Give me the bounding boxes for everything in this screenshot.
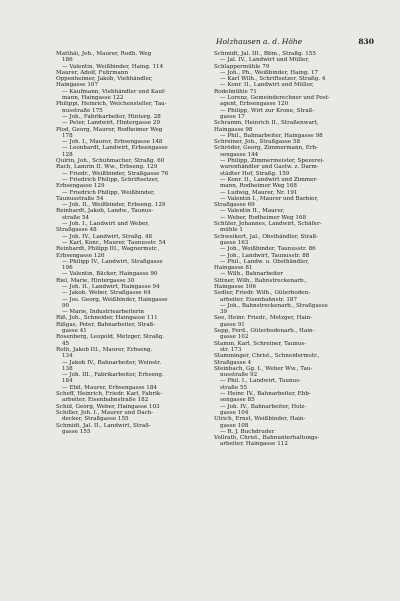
entry-line: Haingasse 107 [56, 82, 99, 89]
entry-line: — Ludwig, Maurer, Nr. 191 [220, 189, 298, 196]
entry-line: Schramm, Heinrich II., Straßenwart, [214, 120, 319, 127]
entry-line: — Leonhardt, Landwirt, Erbsengasse [62, 145, 168, 152]
entry-line: Quirin, Joh., Schuhmacher, Straßg. 60 [56, 158, 165, 165]
entry-line: mann, Rodheimer Weg 168 [220, 183, 297, 190]
entry-line: 184 [62, 378, 73, 385]
entry-line: — Joh. IV., Bahnarbeiter, Holz- [220, 403, 307, 410]
entry-line: Rosenberg, Leopold, Metzger, Straßg. [56, 334, 165, 341]
entry-line: — Philipp, Zimmermeister, Spezerei- [220, 158, 325, 165]
entry-line: 178 [62, 132, 73, 139]
entry-line: — Valentin, Weißbinder, Haing. 114 [62, 63, 164, 70]
entry-line: Schreiner, Joh., Straßgasse 58 [214, 139, 301, 146]
entry-line: Maurer, Adolf, Fuhrmann [56, 69, 129, 76]
entry-line: Schiller, Joh. I., Maurer und Dach- [56, 409, 154, 416]
entry-line: — Jakob IV., Bahnarbeiter, Weinstr. [62, 359, 162, 366]
entry-line: Matthäi, Joh., Maurer, Rodh. Weg [56, 51, 152, 57]
entry-line: Haingasse 106 [214, 283, 257, 290]
entry-line: — Joh., Ph., Weißbinder, Haing. 17 [220, 69, 319, 76]
entry-line: 134 [62, 353, 73, 360]
entry-line: Schid, Georg, Weber, Haingasse 103 [56, 403, 160, 410]
entry-line: — Karl, Konr., Maurer, Taunusstr. 54 [62, 239, 166, 246]
entry-line: gasse 41 [62, 328, 87, 335]
entry-line: 196 [62, 265, 73, 272]
entry-line: — Joh., Fabrikarbeiter, Hinterg. 28 [62, 113, 161, 120]
entry-line: straße 54 [62, 214, 90, 221]
entry-line: Sepp, Ferd., Güterbodenarb., Hain- [214, 328, 315, 335]
entry-line: arbeiter, Eisenbahnstr. 187 [220, 296, 298, 303]
entry-line: Stamm, Karl, Schreiner, Taunus- [214, 340, 307, 347]
entry-line: — Valentin I., Maurer und Barbier, [220, 195, 319, 202]
entry-line: — Jakob, Weber, Straßgasse 64 [62, 290, 151, 297]
entry-line: decker, Straßgasse 155 [62, 416, 129, 423]
right-column [214, 51, 374, 448]
entry-line: gasse 104 [220, 409, 249, 416]
entry-line: — Kaufmann, Viehhändler und Kauf- [62, 88, 166, 95]
entry-line: — Joh. I., Landwirt und Weber, [62, 221, 150, 228]
entry-line: Erbsengasse 126 [56, 252, 105, 259]
entry-line: — Phil. I., Landwirt, Taunus- [220, 378, 301, 385]
entry-line: — Joh. II., Weißbinder, Erbseng. 129 [62, 202, 166, 209]
entry-line: nusstraße 92 [220, 372, 258, 379]
entry-line: Schüler, Johannes, Landwirt, Schäfer- [214, 221, 322, 228]
entry-line: Erbsengasse 129 [56, 183, 105, 190]
entry-line: Schweikert, Jal., Obsthändler, Straß- [214, 233, 319, 240]
entry-line: Haingasse 81 [214, 265, 253, 272]
entry-line: — Peter, Landwirt, Hintergasse 29 [62, 120, 161, 127]
entry-line: — Karl Wilh., Schriftsetzer, Straßg. 4 [220, 76, 326, 83]
entry-line: Philippi, Heinrich, Weichensteller, Tau- [56, 101, 167, 108]
entry-line: — Jal. IV., Landwirt und Müller, [220, 57, 310, 64]
entry-line: gasse 108 [220, 422, 249, 429]
entry-line: Reinhardt, Philipp III., Wagnermstr., [56, 246, 160, 253]
entry-line: städter Hof, Straßg. 159 [220, 170, 290, 177]
entry-line: gasse 91 [220, 321, 245, 328]
entry-line: str. 173 [220, 346, 242, 353]
entry-line: Riß, Joh., Schneider, Haingasse 111 [56, 315, 158, 322]
entry-line: gasse 17 [220, 113, 245, 120]
entry-line: Rodelmühle 71 [214, 88, 257, 95]
entry-line: 90 [62, 302, 70, 309]
entry-line: — Ebil, Maurer, Erbsengasse 184 [62, 384, 157, 391]
entry-line: Roth, Jakob III., Maurer, Erbseng. [56, 346, 153, 353]
entry-line: sengasse 144 [220, 151, 259, 158]
left-column [56, 51, 209, 435]
entry-line: — Valentin, Bäcker, Haingasse 90 [62, 271, 158, 278]
entry-line: — Joh. II., Landwirt, Haingasse 94 [62, 283, 160, 290]
entry-line: — Wilh., Bahnarbeiter [220, 271, 284, 278]
entry-line: — Friedrich Philipp, Schriftsetzer, [62, 176, 159, 183]
entry-line: Schmidt, Jal. III., Bbm., Straßg. 155 [214, 51, 316, 57]
entry-line: — Heinr. IV., Bahnarbeiter, Ebb- [220, 391, 311, 398]
entry-line: — Joh., Weißbinder, Taunusstr. 86 [220, 246, 316, 253]
entry-line: — Joh., Landwirt, Taunusstr. 88 [220, 252, 310, 259]
entry-line: Riel, Marie, Hintergasse 30 [56, 277, 135, 284]
entry-line: — Joh., Bahnstreckenarb., Straßgasse [220, 302, 328, 309]
entry-line: Schröder, Georg, Zimmermann, Erb- [214, 145, 318, 152]
entry-line: — Jos. Georg, Weißbinder, Haingasse [62, 296, 168, 303]
entry-line: gasse 163 [220, 239, 249, 246]
entry-line: — Valentin II., Maurer, [220, 208, 285, 215]
entry-line: Schlappermühle 79 [214, 63, 270, 70]
entry-line: — Joh. I., Maurer, Erbsengasse 148 [62, 139, 163, 146]
entry-line: Straßgasse 69 [214, 202, 255, 209]
entry-line: Rißgas, Peter, Bahnarbeiter, Straß- [56, 321, 156, 328]
entry-line: Straßgasse 4 [214, 359, 252, 366]
entry-line: Rach, Lamrin II. Ww., Erbseng. 129 [56, 164, 158, 171]
entry-line: 138 [62, 365, 73, 372]
entry-line: 186 [62, 57, 73, 64]
entry-line: Stamminger, Christ., Schneidermstr., [214, 353, 320, 360]
entry-line: arbeiter, Haingasse 112 [220, 441, 288, 448]
entry-line: — R. J. Buchdruder [220, 428, 275, 435]
entry-line: — Phil., Bahnarbeiter, Haingasse 98 [220, 132, 323, 139]
entry-line: Sedler, Friedr. Wilh., Güterboden- [214, 290, 311, 297]
entry-line: arbeiter, Eisenbahnstraße 182 [62, 397, 149, 404]
entry-line: gasse 155 [62, 428, 91, 435]
entry-line: straße 55 [220, 384, 248, 391]
entry-line: — Joh. III., Fabrikarbeiter, Erbseng. [62, 372, 164, 379]
entry-line: Oppenheimer, Jakob, Viehhändler, [56, 76, 153, 83]
entry-line: — Lorenz, Gemeinderechner und Post- [220, 95, 330, 102]
entry-line: — Konr. II., Landwirt und Müller, [220, 82, 314, 89]
entry-line: Vollrath, Christ., Bahnunterhaltungs- [214, 435, 320, 442]
page-title: Holzhausen a. d. Höhe [216, 37, 303, 46]
entry-line: Plod, Georg, Maurer, Rodheimer Weg [56, 126, 163, 133]
entry-line: agent, Erbsengasse 120 [220, 101, 289, 108]
entry-line: — Joh. IV., Landwirt, Straßg. 48 [62, 233, 153, 240]
entry-line: mühle 1 [220, 227, 243, 234]
entry-line: — Friedrich Philipp, Weißbinder, [62, 189, 155, 196]
entry-line: Ulrich, Ernst, Weißbinder, Hain- [214, 416, 306, 423]
entry-line: See, Heinr. Friedr., Metzger, Hain- [214, 315, 313, 322]
entry-line: Straßgasse 48 [56, 227, 97, 234]
entry-line: — Friedr., Weißbinder, Straßgasse 76 [62, 170, 169, 177]
entry-line: gasse 102 [220, 334, 249, 341]
entry-line: — Konr. II., Landwirt und Zimmer- [220, 176, 318, 183]
entry-line: Steinbach, Gg. I., Weber Ww., Tau- [214, 365, 313, 372]
entry-line: Reinhardt, Jakob, Landw., Taunus- [56, 208, 154, 215]
entry-line: — Philipp, Wirt zur Krone, Straß- [220, 107, 315, 114]
entry-line: 128 [62, 151, 73, 158]
entry-line: Taunusstraße 54 [56, 195, 104, 202]
entry-line: 45 [62, 340, 70, 347]
entry-line: Scheff, Heinrich, Friedr. Karl, Fabrik- [56, 391, 162, 398]
entry-line: Sittner, Wilh., Bahnstreckenarb., [214, 277, 308, 284]
page-header [56, 37, 374, 49]
entry-line: 39 [220, 309, 228, 316]
entry-line: Schmidt, Jal. II., Landwirt, Straß- [56, 422, 151, 429]
entry-line: sengasse 85 [220, 397, 255, 404]
entry-line: nusstraße 175 [62, 107, 103, 114]
entry-line: warenhändler und Gastw. z. Darm- [220, 164, 319, 171]
entry-line: — Weber, Rodheimer Weg 168 [220, 214, 307, 221]
entry-line: — Marie, Industriearbeiterin [62, 309, 144, 316]
entry-line: — Phil., Landw. u. Obsthändler, [220, 258, 310, 265]
entry-line: — Philipp IV., Landwirt, Straßgasse [62, 258, 163, 265]
entry-line: mann, Haingasse 122 [62, 95, 124, 102]
entry-line: Haingasse 98 [214, 126, 253, 133]
page-number: 830 [358, 37, 374, 46]
